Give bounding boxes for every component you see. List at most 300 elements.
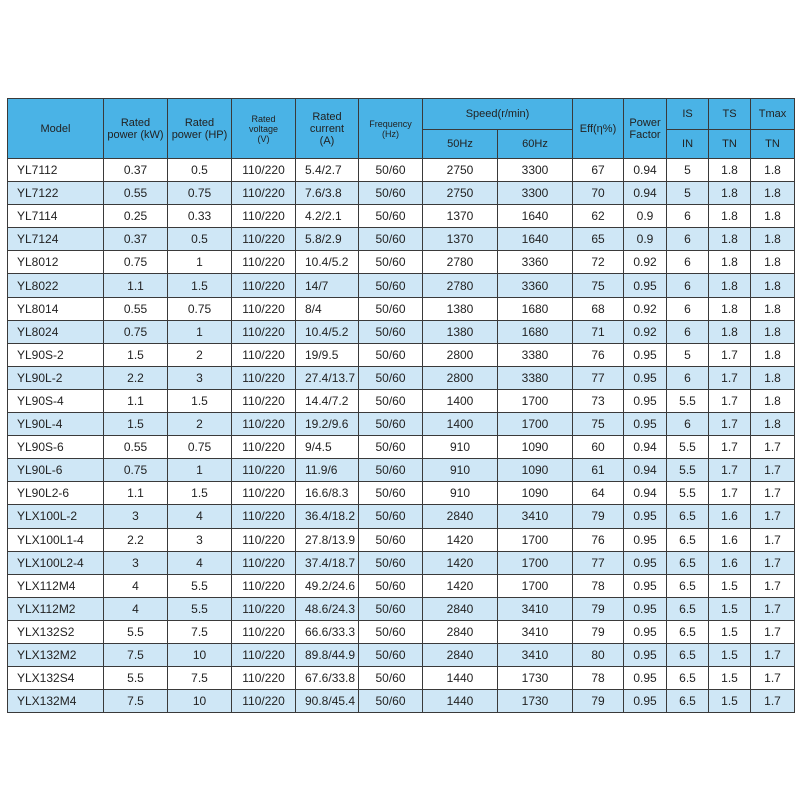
cell-is-in: 6 <box>667 274 709 297</box>
cell-speed-50hz: 2800 <box>423 343 498 366</box>
cell-speed-50hz: 1400 <box>423 389 498 412</box>
cell-frequency: 50/60 <box>359 343 423 366</box>
cell-tmax-tn: 1.7 <box>751 574 795 597</box>
cell-tmax-tn: 1.7 <box>751 482 795 505</box>
cell-rated-power-kw: 0.55 <box>104 297 168 320</box>
cell-rated-current: 8/4 <box>296 297 359 320</box>
table-row <box>8 436 795 459</box>
cell-ts-tn: 1.8 <box>709 274 751 297</box>
cell-rated-power-kw: 0.75 <box>104 320 168 343</box>
cell-tmax-tn: 1.7 <box>751 505 795 528</box>
cell-rated-power-kw: 0.75 <box>104 251 168 274</box>
table-row <box>8 297 795 320</box>
cell-rated-power-hp: 1.5 <box>168 482 232 505</box>
cell-speed-50hz: 1440 <box>423 667 498 690</box>
cell-is-in: 5 <box>667 159 709 182</box>
cell-power-factor: 0.95 <box>624 667 667 690</box>
cell-frequency: 50/60 <box>359 413 423 436</box>
cell-model: YLX132S2 <box>8 620 104 643</box>
cell-tmax-tn: 1.7 <box>751 667 795 690</box>
cell-power-factor: 0.95 <box>624 528 667 551</box>
cell-rated-current: 7.6/3.8 <box>296 182 359 205</box>
cell-speed-50hz: 2780 <box>423 274 498 297</box>
cell-ts-tn: 1.8 <box>709 159 751 182</box>
cell-rated-power-hp: 1 <box>168 320 232 343</box>
cell-rated-power-hp: 1 <box>168 251 232 274</box>
cell-rated-power-kw: 0.75 <box>104 459 168 482</box>
cell-ts-tn: 1.8 <box>709 297 751 320</box>
cell-speed-60hz: 1700 <box>498 413 573 436</box>
cell-rated-voltage: 110/220 <box>232 413 296 436</box>
cell-is-in: 6.5 <box>667 667 709 690</box>
cell-frequency: 50/60 <box>359 482 423 505</box>
cell-tmax-tn: 1.8 <box>751 366 795 389</box>
cell-rated-power-kw: 7.5 <box>104 643 168 666</box>
cell-frequency: 50/60 <box>359 643 423 666</box>
cell-ts-tn: 1.7 <box>709 436 751 459</box>
cell-rated-power-kw: 3 <box>104 551 168 574</box>
cell-rated-current: 19.2/9.6 <box>296 413 359 436</box>
cell-rated-current: 27.8/13.9 <box>296 528 359 551</box>
cell-power-factor: 0.92 <box>624 251 667 274</box>
cell-is-in: 5.5 <box>667 459 709 482</box>
cell-tmax-tn: 1.7 <box>751 436 795 459</box>
cell-model: YL8024 <box>8 320 104 343</box>
cell-model: YL7124 <box>8 228 104 251</box>
cell-power-factor: 0.95 <box>624 366 667 389</box>
cell-speed-60hz: 1090 <box>498 482 573 505</box>
cell-tmax-tn: 1.8 <box>751 320 795 343</box>
cell-tmax-tn: 1.7 <box>751 643 795 666</box>
cell-speed-60hz: 1640 <box>498 205 573 228</box>
table-row <box>8 574 795 597</box>
cell-speed-50hz: 1440 <box>423 690 498 713</box>
cell-efficiency: 75 <box>573 413 624 436</box>
cell-rated-current: 16.6/8.3 <box>296 482 359 505</box>
cell-rated-current: 14.4/7.2 <box>296 389 359 412</box>
cell-rated-power-hp: 5.5 <box>168 597 232 620</box>
cell-efficiency: 78 <box>573 667 624 690</box>
cell-power-factor: 0.94 <box>624 159 667 182</box>
table-row <box>8 482 795 505</box>
cell-tmax-tn: 1.8 <box>751 182 795 205</box>
cell-rated-current: 5.8/2.9 <box>296 228 359 251</box>
cell-rated-voltage: 110/220 <box>232 159 296 182</box>
cell-is-in: 6.5 <box>667 505 709 528</box>
cell-model: YL7114 <box>8 205 104 228</box>
cell-ts-tn: 1.8 <box>709 205 751 228</box>
cell-rated-current: 37.4/18.7 <box>296 551 359 574</box>
cell-rated-current: 5.4/2.7 <box>296 159 359 182</box>
cell-rated-power-kw: 1.5 <box>104 343 168 366</box>
cell-rated-current: 14/7 <box>296 274 359 297</box>
cell-tmax-tn: 1.8 <box>751 389 795 412</box>
cell-rated-power-hp: 10 <box>168 643 232 666</box>
cell-frequency: 50/60 <box>359 505 423 528</box>
cell-efficiency: 70 <box>573 182 624 205</box>
cell-model: YL90S-6 <box>8 436 104 459</box>
cell-tmax-tn: 1.8 <box>751 251 795 274</box>
cell-is-in: 6.5 <box>667 597 709 620</box>
cell-rated-voltage: 110/220 <box>232 597 296 620</box>
cell-rated-voltage: 110/220 <box>232 366 296 389</box>
cell-frequency: 50/60 <box>359 274 423 297</box>
cell-rated-power-hp: 0.75 <box>168 182 232 205</box>
cell-efficiency: 62 <box>573 205 624 228</box>
cell-tmax-tn: 1.8 <box>751 343 795 366</box>
cell-speed-60hz: 3380 <box>498 366 573 389</box>
cell-ts-tn: 1.5 <box>709 574 751 597</box>
cell-rated-current: 4.2/2.1 <box>296 205 359 228</box>
cell-frequency: 50/60 <box>359 205 423 228</box>
cell-speed-50hz: 2840 <box>423 620 498 643</box>
cell-rated-voltage: 110/220 <box>232 482 296 505</box>
header-model: Model <box>8 99 104 159</box>
cell-frequency: 50/60 <box>359 436 423 459</box>
cell-rated-power-kw: 5.5 <box>104 620 168 643</box>
cell-frequency: 50/60 <box>359 597 423 620</box>
cell-speed-50hz: 2840 <box>423 597 498 620</box>
cell-rated-voltage: 110/220 <box>232 667 296 690</box>
cell-rated-power-kw: 1.1 <box>104 482 168 505</box>
cell-power-factor: 0.95 <box>624 274 667 297</box>
cell-power-factor: 0.95 <box>624 597 667 620</box>
cell-ts-tn: 1.6 <box>709 505 751 528</box>
cell-power-factor: 0.95 <box>624 574 667 597</box>
table-row <box>8 389 795 412</box>
cell-is-in: 5.5 <box>667 389 709 412</box>
table-row <box>8 251 795 274</box>
cell-ts-tn: 1.5 <box>709 690 751 713</box>
cell-frequency: 50/60 <box>359 574 423 597</box>
header-is: IS <box>667 99 709 130</box>
cell-model: YL90L-6 <box>8 459 104 482</box>
cell-rated-current: 10.4/5.2 <box>296 320 359 343</box>
cell-rated-voltage: 110/220 <box>232 205 296 228</box>
cell-rated-power-hp: 0.75 <box>168 436 232 459</box>
cell-efficiency: 75 <box>573 274 624 297</box>
cell-power-factor: 0.95 <box>624 620 667 643</box>
table-row <box>8 366 795 389</box>
cell-is-in: 6 <box>667 251 709 274</box>
cell-rated-power-hp: 5.5 <box>168 574 232 597</box>
cell-speed-60hz: 3410 <box>498 597 573 620</box>
cell-is-in: 6 <box>667 320 709 343</box>
cell-efficiency: 77 <box>573 551 624 574</box>
cell-tmax-tn: 1.8 <box>751 159 795 182</box>
cell-model: YL7122 <box>8 182 104 205</box>
cell-rated-voltage: 110/220 <box>232 182 296 205</box>
cell-speed-60hz: 1700 <box>498 528 573 551</box>
cell-speed-60hz: 1640 <box>498 228 573 251</box>
cell-speed-60hz: 1700 <box>498 574 573 597</box>
cell-tmax-tn: 1.7 <box>751 459 795 482</box>
cell-rated-current: 36.4/18.2 <box>296 505 359 528</box>
cell-rated-power-kw: 2.2 <box>104 528 168 551</box>
cell-tmax-tn: 1.8 <box>751 274 795 297</box>
cell-model: YL7112 <box>8 159 104 182</box>
cell-frequency: 50/60 <box>359 182 423 205</box>
cell-efficiency: 72 <box>573 251 624 274</box>
cell-speed-50hz: 1380 <box>423 320 498 343</box>
table-row <box>8 667 795 690</box>
table-row <box>8 459 795 482</box>
cell-tmax-tn: 1.7 <box>751 551 795 574</box>
cell-rated-power-kw: 1.1 <box>104 389 168 412</box>
table-row <box>8 159 795 182</box>
cell-rated-voltage: 110/220 <box>232 343 296 366</box>
cell-efficiency: 79 <box>573 690 624 713</box>
table-row <box>8 228 795 251</box>
cell-tmax-tn: 1.7 <box>751 597 795 620</box>
header-ts: TS <box>709 99 751 130</box>
table-row <box>8 597 795 620</box>
cell-model: YLX132M4 <box>8 690 104 713</box>
cell-efficiency: 78 <box>573 574 624 597</box>
cell-efficiency: 79 <box>573 597 624 620</box>
cell-ts-tn: 1.5 <box>709 643 751 666</box>
cell-rated-voltage: 110/220 <box>232 643 296 666</box>
cell-rated-power-hp: 2 <box>168 343 232 366</box>
table-row <box>8 343 795 366</box>
cell-model: YL90L2-6 <box>8 482 104 505</box>
cell-efficiency: 76 <box>573 528 624 551</box>
cell-speed-50hz: 1420 <box>423 528 498 551</box>
header-power-factor: Power Factor <box>624 99 667 159</box>
cell-speed-60hz: 1730 <box>498 667 573 690</box>
cell-speed-60hz: 3410 <box>498 643 573 666</box>
cell-model: YLX112M2 <box>8 597 104 620</box>
header-speed-50hz: 50Hz <box>423 130 498 159</box>
cell-rated-power-hp: 4 <box>168 551 232 574</box>
cell-speed-50hz: 2840 <box>423 505 498 528</box>
cell-speed-50hz: 1420 <box>423 574 498 597</box>
cell-rated-power-hp: 0.33 <box>168 205 232 228</box>
cell-is-in: 6 <box>667 228 709 251</box>
cell-model: YL90L-4 <box>8 413 104 436</box>
cell-tmax-tn: 1.7 <box>751 620 795 643</box>
cell-power-factor: 0.95 <box>624 505 667 528</box>
table-row <box>8 505 795 528</box>
cell-rated-power-kw: 4 <box>104 597 168 620</box>
cell-rated-power-hp: 7.5 <box>168 620 232 643</box>
header-rated-current: Rated current (A) <box>296 99 359 159</box>
cell-speed-50hz: 2840 <box>423 643 498 666</box>
cell-speed-50hz: 1370 <box>423 205 498 228</box>
header-tmax-tn: TN <box>751 130 795 159</box>
motor-spec-table <box>7 98 795 713</box>
cell-frequency: 50/60 <box>359 528 423 551</box>
cell-speed-60hz: 3360 <box>498 251 573 274</box>
cell-rated-power-kw: 0.25 <box>104 205 168 228</box>
cell-speed-50hz: 2800 <box>423 366 498 389</box>
table-row <box>8 182 795 205</box>
cell-power-factor: 0.92 <box>624 297 667 320</box>
cell-rated-voltage: 110/220 <box>232 528 296 551</box>
cell-ts-tn: 1.5 <box>709 597 751 620</box>
header-tn: TN <box>709 130 751 159</box>
cell-model: YLX100L2-4 <box>8 551 104 574</box>
cell-ts-tn: 1.8 <box>709 182 751 205</box>
table-row <box>8 274 795 297</box>
cell-ts-tn: 1.6 <box>709 551 751 574</box>
cell-frequency: 50/60 <box>359 459 423 482</box>
table-body <box>8 159 795 713</box>
cell-power-factor: 0.95 <box>624 413 667 436</box>
cell-ts-tn: 1.6 <box>709 528 751 551</box>
cell-rated-current: 19/9.5 <box>296 343 359 366</box>
cell-power-factor: 0.9 <box>624 228 667 251</box>
table-row <box>8 643 795 666</box>
cell-rated-voltage: 110/220 <box>232 620 296 643</box>
cell-speed-50hz: 1380 <box>423 297 498 320</box>
cell-model: YL90S-4 <box>8 389 104 412</box>
table-row <box>8 690 795 713</box>
cell-ts-tn: 1.5 <box>709 620 751 643</box>
cell-frequency: 50/60 <box>359 228 423 251</box>
cell-model: YL8012 <box>8 251 104 274</box>
cell-rated-current: 90.8/45.4 <box>296 690 359 713</box>
cell-rated-power-hp: 1.5 <box>168 389 232 412</box>
cell-model: YL8014 <box>8 297 104 320</box>
cell-speed-50hz: 1370 <box>423 228 498 251</box>
cell-tmax-tn: 1.8 <box>751 297 795 320</box>
cell-power-factor: 0.95 <box>624 551 667 574</box>
cell-efficiency: 61 <box>573 459 624 482</box>
cell-speed-60hz: 1090 <box>498 436 573 459</box>
cell-power-factor: 0.92 <box>624 320 667 343</box>
header-in: IN <box>667 130 709 159</box>
cell-rated-power-hp: 3 <box>168 366 232 389</box>
header-rated-power-kw: Rated power (kW) <box>104 99 168 159</box>
cell-power-factor: 0.94 <box>624 182 667 205</box>
cell-rated-power-hp: 0.5 <box>168 228 232 251</box>
cell-rated-current: 48.6/24.3 <box>296 597 359 620</box>
cell-is-in: 6.5 <box>667 690 709 713</box>
cell-rated-power-hp: 0.75 <box>168 297 232 320</box>
cell-power-factor: 0.94 <box>624 436 667 459</box>
cell-power-factor: 0.9 <box>624 205 667 228</box>
cell-is-in: 6.5 <box>667 643 709 666</box>
table-row <box>8 620 795 643</box>
cell-is-in: 5.5 <box>667 482 709 505</box>
table-row <box>8 413 795 436</box>
cell-frequency: 50/60 <box>359 320 423 343</box>
cell-rated-power-hp: 10 <box>168 690 232 713</box>
cell-rated-power-hp: 0.5 <box>168 159 232 182</box>
cell-rated-current: 11.9/6 <box>296 459 359 482</box>
cell-efficiency: 65 <box>573 228 624 251</box>
cell-ts-tn: 1.7 <box>709 343 751 366</box>
cell-speed-60hz: 1090 <box>498 459 573 482</box>
cell-speed-60hz: 3300 <box>498 159 573 182</box>
cell-tmax-tn: 1.8 <box>751 413 795 436</box>
cell-frequency: 50/60 <box>359 551 423 574</box>
cell-ts-tn: 1.7 <box>709 459 751 482</box>
cell-rated-current: 10.4/5.2 <box>296 251 359 274</box>
table-header <box>8 99 795 159</box>
cell-rated-power-kw: 0.55 <box>104 182 168 205</box>
cell-rated-current: 49.2/24.6 <box>296 574 359 597</box>
cell-is-in: 6.5 <box>667 551 709 574</box>
cell-speed-50hz: 1420 <box>423 551 498 574</box>
cell-power-factor: 0.95 <box>624 389 667 412</box>
cell-rated-power-hp: 3 <box>168 528 232 551</box>
cell-power-factor: 0.95 <box>624 643 667 666</box>
cell-speed-50hz: 2750 <box>423 159 498 182</box>
cell-speed-60hz: 3410 <box>498 620 573 643</box>
cell-rated-current: 89.8/44.9 <box>296 643 359 666</box>
cell-model: YLX100L-2 <box>8 505 104 528</box>
cell-rated-voltage: 110/220 <box>232 459 296 482</box>
header-speed: Speed(r/min) <box>423 99 573 130</box>
cell-speed-50hz: 1400 <box>423 413 498 436</box>
cell-tmax-tn: 1.8 <box>751 228 795 251</box>
header-efficiency: Eff(η%) <box>573 99 624 159</box>
cell-frequency: 50/60 <box>359 366 423 389</box>
cell-rated-power-kw: 2.2 <box>104 366 168 389</box>
cell-speed-60hz: 1680 <box>498 320 573 343</box>
cell-speed-60hz: 3360 <box>498 274 573 297</box>
cell-rated-power-kw: 1.5 <box>104 413 168 436</box>
header-frequency: Frequency (Hz) <box>359 99 423 159</box>
cell-rated-voltage: 110/220 <box>232 436 296 459</box>
table-row <box>8 528 795 551</box>
header-rated-power-hp: Rated power (HP) <box>168 99 232 159</box>
cell-frequency: 50/60 <box>359 251 423 274</box>
cell-model: YL90S-2 <box>8 343 104 366</box>
cell-rated-current: 9/4.5 <box>296 436 359 459</box>
cell-speed-60hz: 1680 <box>498 297 573 320</box>
cell-ts-tn: 1.8 <box>709 320 751 343</box>
cell-efficiency: 79 <box>573 620 624 643</box>
cell-ts-tn: 1.7 <box>709 366 751 389</box>
cell-rated-voltage: 110/220 <box>232 690 296 713</box>
cell-speed-60hz: 1700 <box>498 389 573 412</box>
cell-rated-current: 27.4/13.7 <box>296 366 359 389</box>
cell-rated-voltage: 110/220 <box>232 389 296 412</box>
cell-ts-tn: 1.8 <box>709 251 751 274</box>
cell-model: YLX132M2 <box>8 643 104 666</box>
cell-rated-power-kw: 3 <box>104 505 168 528</box>
cell-model: YLX112M4 <box>8 574 104 597</box>
cell-power-factor: 0.95 <box>624 343 667 366</box>
cell-is-in: 6 <box>667 205 709 228</box>
cell-rated-power-hp: 1 <box>168 459 232 482</box>
header-tmax: Tmax <box>751 99 795 130</box>
cell-power-factor: 0.95 <box>624 690 667 713</box>
cell-speed-50hz: 2750 <box>423 182 498 205</box>
cell-rated-current: 66.6/33.3 <box>296 620 359 643</box>
cell-rated-power-hp: 4 <box>168 505 232 528</box>
cell-efficiency: 60 <box>573 436 624 459</box>
cell-is-in: 5.5 <box>667 436 709 459</box>
cell-ts-tn: 1.8 <box>709 228 751 251</box>
cell-frequency: 50/60 <box>359 159 423 182</box>
cell-speed-50hz: 910 <box>423 436 498 459</box>
table-row <box>8 320 795 343</box>
cell-ts-tn: 1.7 <box>709 413 751 436</box>
cell-frequency: 50/60 <box>359 620 423 643</box>
cell-tmax-tn: 1.7 <box>751 528 795 551</box>
cell-speed-60hz: 1730 <box>498 690 573 713</box>
cell-ts-tn: 1.7 <box>709 482 751 505</box>
cell-rated-power-kw: 4 <box>104 574 168 597</box>
cell-efficiency: 76 <box>573 343 624 366</box>
cell-speed-60hz: 3380 <box>498 343 573 366</box>
cell-speed-60hz: 3410 <box>498 505 573 528</box>
cell-power-factor: 0.94 <box>624 482 667 505</box>
